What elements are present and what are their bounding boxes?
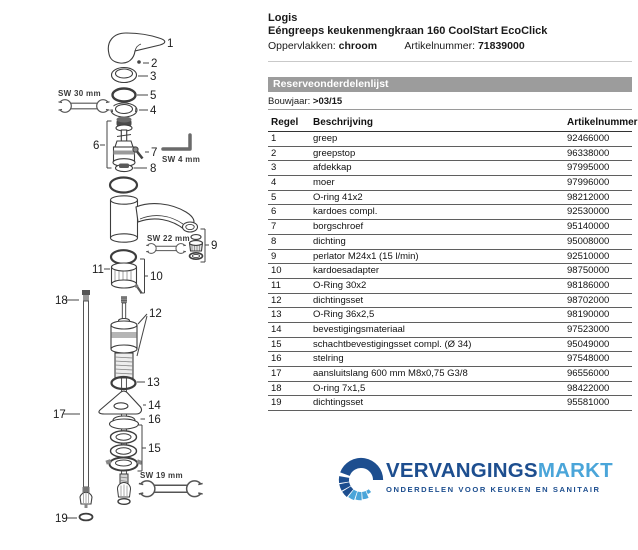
table-row: [268, 323, 632, 338]
part-article-number: 95140000: [567, 221, 610, 233]
hex-key-sw4-icon: [163, 135, 190, 149]
part-description: dichtingsset: [313, 397, 364, 409]
part-article-number: 92530000: [567, 206, 610, 218]
part-article-number: 98212000: [567, 191, 610, 203]
part-description: greep: [313, 133, 338, 144]
brand-name: Logis: [268, 12, 298, 24]
part-description: schachtbevestigingsset compl. (Ø 34): [313, 338, 472, 350]
logo-name-secondary: MARKT: [537, 459, 613, 482]
table-row: [268, 352, 632, 367]
table-row: [268, 161, 632, 176]
part-kardoesadapter: [112, 263, 142, 293]
table-row: [268, 220, 632, 235]
build-year: [268, 96, 342, 107]
table-row: [268, 147, 632, 162]
part-row-number: 19: [271, 397, 282, 409]
table-row: [268, 294, 632, 309]
part-article-number: 98186000: [567, 279, 610, 291]
part-row-number: 4: [271, 177, 277, 189]
table-row: [268, 205, 632, 220]
table-row: [268, 191, 632, 206]
part-description: O-ring 7x1,5: [313, 382, 366, 394]
wrench-sw19-icon: [134, 481, 208, 497]
label-17: 17: [53, 409, 66, 421]
label-sw4: SW 4 mm: [162, 155, 201, 164]
label-11: 11: [92, 264, 104, 276]
part-row-number: 1: [271, 133, 277, 144]
label-15: 15: [148, 443, 161, 455]
part-row-number: 7: [271, 221, 277, 233]
part-article-number: 97996000: [567, 177, 610, 189]
part-row-number: 17: [271, 368, 282, 379]
label-sw30: SW 30 mm: [58, 89, 101, 98]
part-description: dichtingsset: [313, 294, 364, 306]
label-9: 9: [211, 240, 218, 252]
part-row-number: 16: [271, 353, 282, 365]
col-regel: Regel: [271, 117, 299, 128]
part-description: kardoes compl.: [313, 206, 378, 218]
shaft-bottom-fitting: [118, 474, 131, 504]
label-18: 18: [55, 295, 68, 307]
parts-table: [268, 116, 638, 411]
part-description: kardoesadapter: [313, 265, 380, 277]
part-o-ring-30x2: [111, 250, 136, 264]
build-year-divider: [268, 109, 632, 110]
label-19: 19: [55, 513, 68, 525]
label-13: 13: [147, 377, 160, 389]
surface-value: chroom: [338, 40, 378, 52]
table-row: [268, 235, 632, 250]
label-2: 2: [151, 58, 158, 70]
part-row-number: 11: [271, 279, 281, 291]
part-row-number: 18: [271, 382, 282, 394]
wrench-sw22-icon: [143, 244, 189, 254]
part-article-number: 95049000: [567, 338, 610, 350]
part-row-number: 10: [271, 265, 282, 277]
part-description: moer: [313, 177, 335, 189]
part-article-number: 98190000: [567, 309, 610, 321]
part-description: greepstop: [313, 147, 356, 159]
logo-tagline: ONDERDELEN VOOR KEUKEN EN SANITAIR: [386, 485, 601, 494]
part-afdekkap: [112, 68, 137, 83]
part-kardoes: [113, 117, 135, 167]
logo-name-primary: VERVANGINGS: [386, 459, 538, 482]
article-value: 71839000: [477, 40, 525, 52]
part-row-number: 5: [271, 191, 277, 203]
parts-table-header: [268, 116, 638, 132]
label-sw22: SW 22 mm: [147, 234, 190, 243]
col-artikelnummer: Artikelnummer: [567, 117, 638, 128]
table-row: [268, 279, 632, 294]
product-name: Eéngreeps keukenmengkraan 160 CoolStart EcoClick: [268, 25, 548, 37]
part-article-number: 98702000: [567, 294, 610, 306]
part-description: perlator M24x1 (15 l/min): [313, 250, 419, 262]
part-greepstop: [137, 60, 141, 64]
article-label: Artikelnummer:: [404, 40, 476, 52]
part-row-number: 12: [271, 294, 282, 306]
label-12: 12: [149, 308, 162, 320]
part-article-number: 95581000: [567, 397, 610, 409]
table-row: [268, 308, 632, 323]
part-row-number: 3: [271, 162, 277, 174]
parts-table-body: [268, 132, 632, 411]
label-8: 8: [150, 163, 157, 175]
part-row-number: 13: [271, 309, 282, 321]
table-row: [268, 338, 632, 353]
part-aansluitslang: [80, 290, 93, 520]
table-row: [268, 396, 632, 411]
part-body-o-ring: [110, 178, 137, 193]
label-3: 3: [150, 71, 157, 83]
table-row: [268, 382, 632, 397]
header-divider: [268, 61, 632, 62]
label-10: 10: [150, 271, 163, 283]
vervangingsmarkt-logo-icon: [337, 456, 385, 504]
part-bevestigingsmateriaal: [99, 391, 142, 414]
wrench-sw30-icon: [55, 100, 114, 113]
part-description: O-Ring 36x2,5: [313, 309, 375, 321]
part-row-number: 6: [271, 206, 277, 218]
part-article-number: 97995000: [567, 162, 610, 174]
part-article-number: 95008000: [567, 235, 610, 247]
col-beschrijving: Beschrijving: [313, 117, 374, 128]
part-description: borgschroef: [313, 221, 364, 233]
label-16: 16: [148, 414, 161, 426]
part-article-number: 92466000: [567, 133, 610, 144]
part-description: aansluitslang 600 mm M8x0,75 G3/8: [313, 368, 468, 379]
table-row: [268, 176, 632, 191]
part-description: dichting: [313, 235, 346, 247]
part-article-number: 98750000: [567, 265, 610, 277]
part-description: stelring: [313, 353, 344, 365]
label-6: 6: [93, 140, 100, 152]
part-stelring: [110, 416, 139, 429]
part-o-ring-41x2: [113, 89, 136, 102]
part-moer: [111, 103, 137, 117]
label-4: 4: [150, 105, 157, 117]
label-14: 14: [148, 400, 161, 412]
part-row-number: 9: [271, 250, 277, 262]
part-article-number: 97548000: [567, 353, 610, 365]
part-article-number: 92510000: [567, 250, 610, 262]
part-description: O-ring 41x2: [313, 191, 363, 203]
part-row-number: 2: [271, 147, 277, 159]
part-article-number: 96338000: [567, 147, 610, 159]
table-row: [268, 367, 632, 382]
part-description: afdekkap: [313, 162, 352, 174]
part-row-number: 14: [271, 323, 282, 335]
part-article-number: 98422000: [567, 382, 610, 394]
faucet-exploded-diagram: [0, 0, 265, 550]
part-row-number: 8: [271, 235, 277, 247]
logo-text: [386, 456, 613, 494]
table-row: [268, 132, 632, 147]
product-meta: [268, 40, 525, 52]
part-description: O-Ring 30x2: [313, 279, 367, 291]
table-row: [268, 264, 632, 279]
part-description: bevestigingsmateriaal: [313, 323, 405, 335]
vervangingsmarkt-logo: [337, 456, 613, 504]
part-article-number: 97523000: [567, 323, 610, 335]
part-article-number: 96556000: [567, 368, 610, 379]
table-row: [268, 250, 632, 265]
part-perlator: [190, 235, 203, 260]
label-sw19: SW 19 mm: [140, 471, 183, 480]
part-row-number: 15: [271, 338, 282, 350]
surface-label: Oppervlakken:: [268, 40, 336, 52]
label-5: 5: [150, 90, 157, 102]
label-7: 7: [151, 147, 158, 159]
build-year-label: Bouwjaar:: [268, 96, 311, 107]
logo-name: [386, 460, 613, 482]
build-year-value: >03/15: [312, 96, 343, 107]
part-schachtbevestigingsset: [105, 431, 142, 471]
label-1: 1: [167, 38, 174, 50]
parts-list-title-bar: Reserveonderdelenlijst: [268, 77, 632, 92]
